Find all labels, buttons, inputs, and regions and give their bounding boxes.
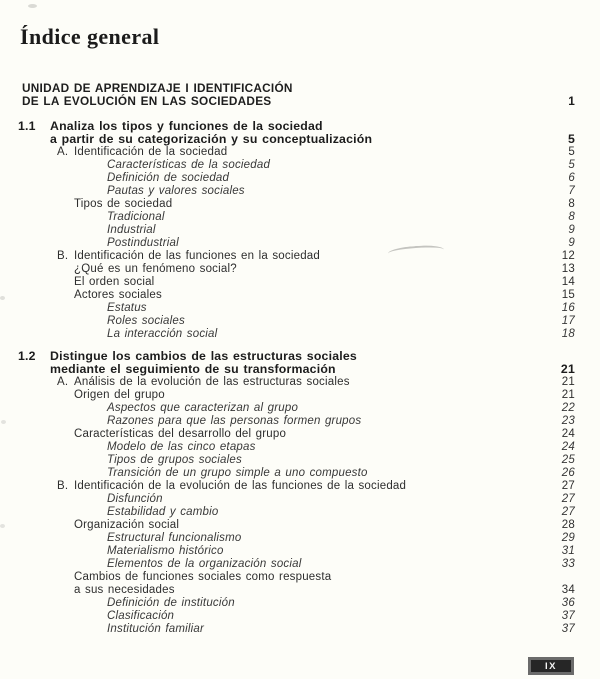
section-page-number: 21 — [560, 362, 575, 376]
scan-smudge — [28, 4, 37, 8]
unit-heading — [22, 82, 575, 108]
toc-entry — [0, 623, 575, 636]
toc-entry — [0, 428, 575, 441]
toc-entry — [0, 441, 575, 454]
toc-entry — [0, 315, 575, 328]
entry-label: ¿Qué es un fenómeno social? — [74, 263, 237, 275]
toc-entry — [0, 389, 575, 402]
entry-label: Modelo de las cinco etapas — [107, 441, 256, 453]
toc-entry — [0, 328, 575, 341]
entry-label: Disfunción — [107, 493, 163, 505]
entry-label: Industrial — [107, 224, 156, 236]
entry-label: Institución familiar — [107, 623, 205, 635]
entry-page-number: 33 — [561, 558, 575, 570]
entry-label: Definición de institución — [107, 597, 235, 609]
section-title-line: Analiza los tipos y funciones de la sociedad — [50, 119, 323, 133]
toc-entry — [0, 198, 575, 211]
section-title-lines — [50, 350, 561, 376]
section-entries — [0, 146, 575, 341]
toc-entry — [0, 376, 575, 389]
entry-label: La interacción social — [107, 328, 218, 340]
entry-page-number: 12 — [561, 250, 575, 262]
entry-page-number: 28 — [561, 519, 575, 531]
toc-entry — [0, 493, 575, 506]
toc-entry — [0, 211, 575, 224]
entry-label: Tipos de grupos sociales — [107, 454, 242, 466]
toc-entry — [0, 237, 575, 250]
unit-heading-line2: DE LA EVOLUCIÓN EN LAS SOCIEDADES — [22, 94, 272, 108]
toc-body — [0, 120, 600, 636]
section-title-line: Distingue los cambios de las estructuras sociales — [50, 349, 357, 363]
entry-page-number: 27 — [561, 493, 575, 505]
entry-label: Estabilidad y cambio — [107, 506, 219, 518]
toc-entry — [0, 467, 575, 480]
entry-label: Identificación de las funciones en la sociedad — [74, 250, 320, 262]
entry-prefix: A. — [57, 376, 69, 388]
section-title-line: a partir de su categorización y su conceptualización — [50, 132, 373, 146]
entry-label: Materialismo histórico — [107, 545, 224, 557]
entry-label: Características del desarrollo del grupo — [74, 428, 287, 440]
entry-label: Identificación de la evolución de las funciones de la sociedad — [74, 480, 407, 492]
entry-label: Cambios de funciones sociales como respuesta — [74, 571, 332, 583]
entry-page-number: 17 — [561, 315, 575, 327]
toc-entry — [0, 250, 575, 263]
entry-page-number: 7 — [568, 185, 575, 197]
entry-label: Actores sociales — [74, 289, 162, 301]
unit-page-number: 1 — [568, 94, 575, 108]
entry-label: Estatus — [107, 302, 147, 314]
toc-entry — [0, 185, 575, 198]
entry-page-number: 27 — [561, 506, 575, 518]
entry-page-number: 37 — [561, 610, 575, 622]
toc-entry — [0, 519, 575, 532]
toc-section — [0, 120, 575, 341]
entry-page-number: 9 — [568, 224, 575, 236]
toc-entry — [0, 610, 575, 623]
toc-entry — [0, 558, 575, 571]
toc-entry — [0, 506, 575, 519]
section-number: 1.2 — [18, 349, 36, 363]
entry-label: Organización social — [74, 519, 180, 531]
toc-entry — [0, 584, 575, 597]
entry-page-number: 36 — [561, 597, 575, 609]
entry-label: Transición de un grupo simple a uno compuesto — [107, 467, 368, 479]
toc-entry — [0, 454, 575, 467]
entry-label: Clasificación — [107, 610, 175, 622]
entry-label: Identificación de la sociedad — [74, 146, 228, 158]
entry-page-number: 15 — [561, 289, 575, 301]
entry-prefix: A. — [57, 146, 69, 158]
entry-label: Postindustrial — [107, 237, 179, 249]
entry-page-number: 25 — [561, 454, 575, 466]
toc-section — [0, 350, 575, 636]
entry-page-number: 21 — [561, 389, 575, 401]
toc-entry — [0, 224, 575, 237]
entry-page-number: 22 — [561, 402, 575, 414]
entry-page-number: 18 — [561, 328, 575, 340]
entry-label: Análisis de la evolución de las estructuras sociales — [74, 376, 350, 388]
entry-label: a sus necesidades — [74, 584, 175, 596]
unit-heading-line1: UNIDAD DE APRENDIZAJE I IDENTIFICACIÓN — [22, 81, 293, 95]
entry-page-number: 8 — [568, 198, 575, 210]
toc-entry — [0, 172, 575, 185]
folio-label: IX — [545, 660, 557, 672]
entry-label: Estructural funcionalismo — [107, 532, 242, 544]
entry-page-number: 34 — [561, 584, 575, 596]
entry-page-number: 24 — [561, 441, 575, 453]
entry-page-number: 31 — [561, 545, 575, 557]
entry-page-number: 5 — [568, 146, 575, 158]
page-title: Índice general — [20, 24, 160, 49]
toc-entry — [0, 597, 575, 610]
toc-entry — [0, 276, 575, 289]
toc-entry — [0, 302, 575, 315]
entry-page-number: 13 — [561, 263, 575, 275]
entry-label: Tradicional — [107, 211, 165, 223]
folio-badge — [528, 657, 574, 675]
section-heading — [0, 350, 575, 376]
entry-page-number: 6 — [568, 172, 575, 184]
entry-label: Aspectos que caracterizan al grupo — [107, 402, 299, 414]
entry-label: Elementos de la organización social — [107, 558, 302, 570]
toc-entry — [0, 415, 575, 428]
entry-label: Roles sociales — [107, 315, 185, 327]
toc-entry — [0, 146, 575, 159]
entry-page-number: 14 — [561, 276, 575, 288]
entry-label: Pautas y valores sociales — [107, 185, 245, 197]
toc-entry — [0, 532, 575, 545]
entry-label: Características de la sociedad — [107, 159, 271, 171]
section-heading — [0, 120, 575, 146]
toc-entry — [0, 480, 575, 493]
entry-label: El orden social — [74, 276, 155, 288]
entry-page-number: 21 — [561, 376, 575, 388]
entry-page-number: 29 — [561, 532, 575, 544]
toc-entry — [0, 402, 575, 415]
entry-page-number: 5 — [568, 159, 575, 171]
entry-page-number: 37 — [561, 623, 575, 635]
entry-prefix: B. — [57, 480, 69, 492]
entry-page-number: 27 — [561, 480, 575, 492]
entry-page-number: 9 — [568, 237, 575, 249]
toc-entry — [0, 289, 575, 302]
toc-entry — [0, 571, 575, 584]
entry-prefix: B. — [57, 250, 69, 262]
section-entries — [0, 376, 575, 636]
section-title-line: mediante el seguimiento de su transformación — [50, 362, 336, 376]
entry-label: Tipos de sociedad — [74, 198, 173, 210]
entry-page-number: 23 — [561, 415, 575, 427]
entry-page-number: 26 — [561, 467, 575, 479]
toc-entry — [0, 159, 575, 172]
entry-label: Definición de sociedad — [107, 172, 230, 184]
entry-label: Origen del grupo — [74, 389, 165, 401]
entry-page-number: 8 — [568, 211, 575, 223]
entry-label: Razones para que las personas formen grupos — [107, 415, 362, 427]
unit-heading-lines — [22, 82, 568, 108]
section-page-number: 5 — [567, 132, 575, 146]
section-number: 1.1 — [18, 119, 36, 133]
section-title-lines — [50, 120, 568, 146]
entry-page-number: 16 — [561, 302, 575, 314]
toc-entry — [0, 545, 575, 558]
toc-entry — [0, 263, 575, 276]
entry-page-number: 24 — [561, 428, 575, 440]
